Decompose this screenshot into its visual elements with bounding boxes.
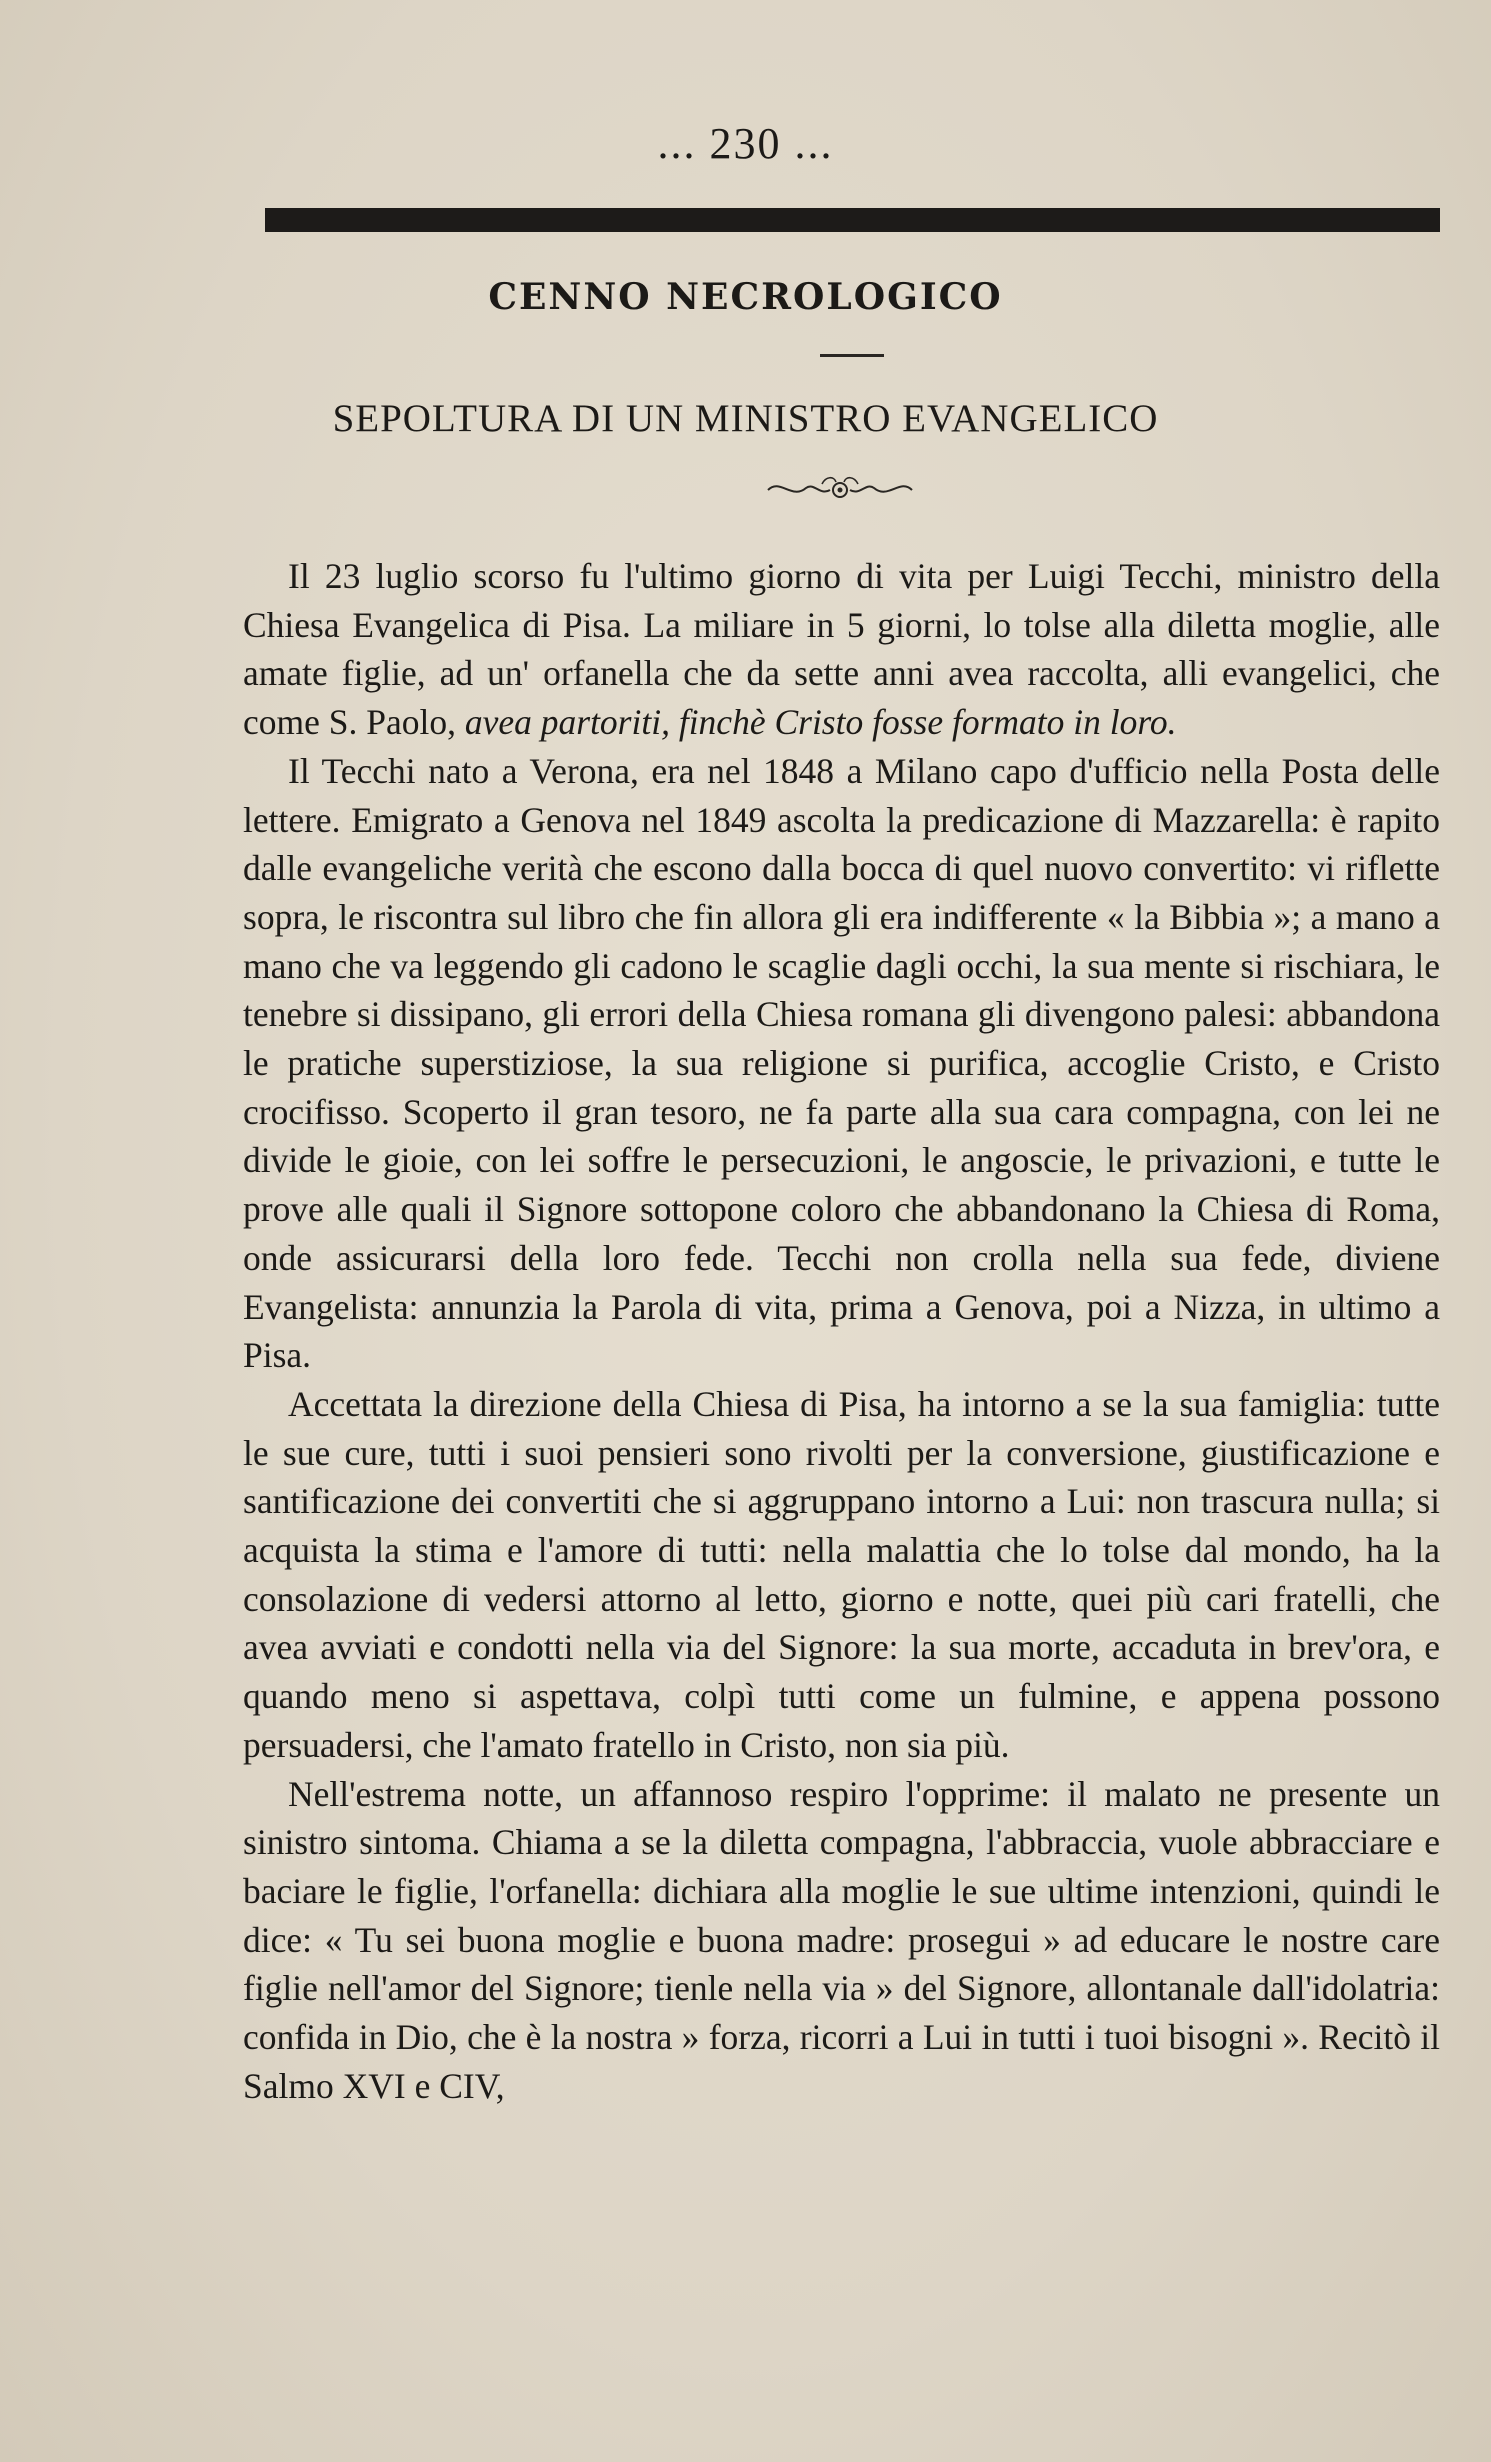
paragraph-4-text: Nell'estrema notte, un affannoso respiro l'opprime: il malato ne presente un sinistro sintoma. Chiama a se la diletta compagna, l'abbraccia, vuole abbracciare e baciare le figlie, l'orfanella: dichiara alla moglie le sue ultime intenzioni, quindi le dice: « Tu sei buona moglie e buona madre: prosegui » ad educare le nostre care figlie nell'amor del Signore; tienle nella via » del Signore, allontanale dall'idolatria: confida in Dio, che è la nostra » forza, ricorri a Lui in tutti i tuoi bisogni ». Recitò il Salmo XVI e CIV, xyxy=(243,1773,1440,2106)
article-body xyxy=(243,552,1440,2111)
paragraph-1-text: Il 23 luglio scorso fu l'ultimo giorno di vita per Luigi Tecchi, ministro della Chiesa Evangelica di Pisa. La miliare in 5 giorni, lo tolse alla diletta moglie, alle amate figlie, ad un' orfanella che da sette anni avea raccolta, alli evangelici, che come S. Paolo, xyxy=(243,556,1440,743)
paragraph-3 xyxy=(243,1380,1440,1770)
paragraph-1-italic: avea partoriti, finchè Cristo fosse formato in loro. xyxy=(464,702,1177,743)
paragraph-1 xyxy=(243,552,1440,747)
page-number: ... 230 ... xyxy=(657,119,834,168)
paragraph-3-text: Accettata la direzione della Chiesa di Pisa, ha intorno a se la sua famiglia: tutte le sue cure, tutti i suoi pensieri sono rivolti per la conversione, giustificazione e santificazione dei convertiti che si aggruppano intorno a Lui: non trascura nulla; si acquista la stima e l'amore di tutti: nella malattia che lo tolse dal mondo, ha la consolazione di vedersi attorno al letto, giorno e notte, quei più cari fratelli, che avea avviati e condotti nella via del Signore: la sua morte, accaduta in brev'ora, e quando meno si aspettava, colpì tutti come un fulmine, e appena possono persuadersi, che l'amato fratello in Cristo, non sia più. xyxy=(243,1383,1440,1765)
short-divider xyxy=(820,354,884,357)
flourish-icon xyxy=(760,470,920,510)
paragraph-2-text: Il Tecchi nato a Verona, era nel 1848 a Milano capo d'ufficio nella Posta delle lettere. Emigrato a Genova nel 1849 ascolta la predicazione di Mazzarella: è rapito dalle evangeliche verità che escono dalla bocca di quel nuovo convertito: vi riflette sopra, le riscontra sul libro che fin allora gli era indifferente « la Bibbia »; a mano a mano che va leggendo gli cadono le scaglie dagli occhi, la sua mente si rischiara, le tenebre si dissipano, gli errori della Chiesa romana gli divengono palesi: abbandona le pratiche superstiziose, la sua religione si purifica, accoglie Cristo, e Cristo crocifisso. Scoperto il gran tesoro, ne fa parte alla sua cara compagna, con lei ne divide le gioie, con lei soffre le persecuzioni, le angoscie, le privazioni, e tutte le prove alle quali il Signore sottopone coloro che abbandonano la Chiesa di Roma, onde assicurarsi della loro fede. Tecchi non crolla nella sua fede, diviene Evangelista: annunzia la Parola di vita, prima a Genova, poi a Nizza, in ultimo a Pisa. xyxy=(243,750,1440,1376)
header-rule xyxy=(265,208,1440,232)
paragraph-4 xyxy=(243,1770,1440,2111)
article-title: SEPOLTURA DI UN MINISTRO EVANGELICO xyxy=(332,397,1159,440)
section-heading: CENNO NECROLOGICO xyxy=(488,276,1003,318)
paragraph-2 xyxy=(243,747,1440,1380)
